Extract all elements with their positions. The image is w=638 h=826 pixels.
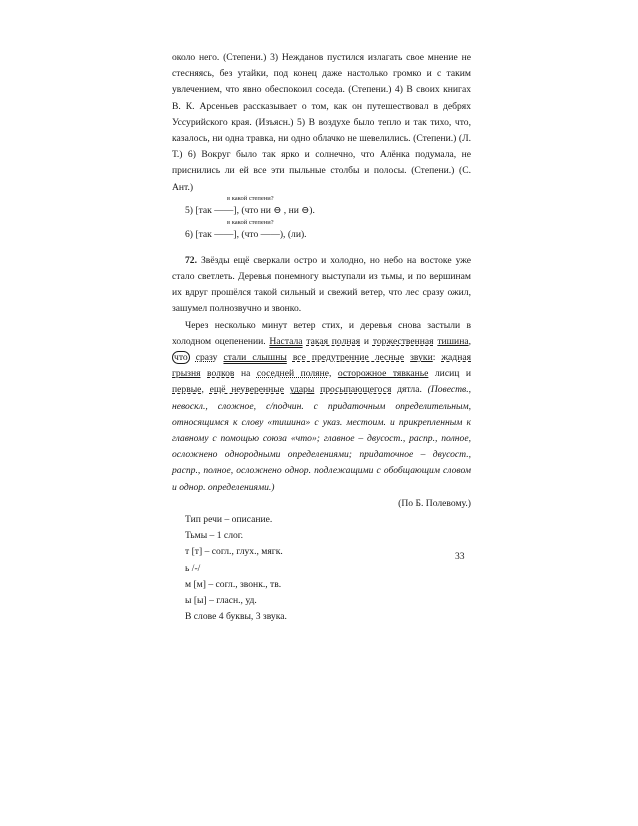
attribute-word: просыпающегося [320, 384, 392, 396]
exercise-72-text: Звёзды ещё сверкали остро и холодно, но небо на востоке уже стало светлеть. Деревья понемногу выступали из тьмы, и по вершинам их вдруг прошёлся такой сильный и свежий ветер, что лес сразу ожил, зашумел полнозвучно и звонко. [172, 254, 471, 315]
note-line: Тип речи – описание. [185, 514, 273, 526]
attribute-word: первые [172, 384, 202, 396]
subject-word: грызня [172, 368, 201, 380]
word-analysis-notes [172, 512, 471, 625]
text-segment: лисиц и [428, 368, 471, 380]
note-line: т [т] – согл., глух., мягк. [185, 546, 283, 558]
subject-word: звуки [410, 352, 433, 364]
subject-word: тишина [437, 335, 469, 347]
scheme-5-text: 5) [так ——], (что ни ⊖ , ни ⊖). [185, 204, 315, 216]
attribute-word: такая полная [306, 335, 361, 347]
scheme-5-note: в какой степени? [227, 194, 274, 202]
page-number: 33 [455, 551, 465, 562]
note-line: ь /-/ [185, 562, 201, 574]
sentence-analysis: (Повеств., невоскл., сложное, с/подчин. с придаточным определительным, относящимся к слову «тишина» с указ. местоим. и прикрепленным к главному с помощью союза «что»; главное – двусост., распр., полное, осложнено однородными определениями; придаточное – двусост., распр., полное, осложнено однор. подлежащими с обобщающим словом и однор. определениями.) [172, 384, 471, 493]
subject-word: удары [289, 384, 315, 396]
note-line: Тьмы – 1 слог. [185, 530, 244, 542]
predicate-word: стали слышны [223, 352, 287, 364]
note-line: ы [ы] – гласн., уд. [185, 595, 257, 607]
page-body [172, 50, 471, 626]
note-line: м [м] – согл., звонк., тв. [185, 578, 282, 590]
text-segment: , [328, 368, 338, 380]
text-segment: Через несколько минут ветер стих, и деревья снова застыли в холодном оцепенении. [172, 319, 471, 347]
exercise-number: 72. [185, 254, 197, 266]
text-segment: дятла. [391, 384, 428, 396]
attribute-word: все предутренние лесные [292, 352, 405, 364]
adverbial-word: сразу [195, 352, 218, 364]
text-segment: и [360, 335, 373, 347]
predicate-word: Настала [269, 335, 303, 347]
attribute-word: жадная [441, 352, 471, 364]
text-segment: на [234, 368, 257, 380]
scheme-6-text: 6) [так ——], (что ——), (ли). [185, 228, 307, 240]
scheme-5 [172, 194, 471, 220]
note-line: В слове 4 буквы, 3 звука. [185, 611, 287, 623]
attribute-word: ещё неуверенные [209, 384, 284, 396]
source-signature: (По Б. Полевому.) [398, 497, 471, 509]
scheme-6 [172, 218, 471, 244]
paragraph-examples: около него. (Степени.) 3) Нежданов пустился излагать свое мнение не стесняясь, без утайки, под конец даже настолько громко и с таким увлечением, что явно обеспокоил соседа. (Степени.) 4) В своих книгах В. К. Арсеньев рассказывает о том, как он путешествовал в дебрях Уссурийского края. (Изъясн.) 5) В воздухе было тепло и так тихо, что, казалось, ни одна травка, ни одно облачко не шевелились. (Степени.) (Л. Т.) 6) Вокруг было так ярко и солнечно, что Алёнка подумала, не приснились ли ей все эти пыльные столбы и полосы. (Степени.) (С. Ант.) [172, 52, 471, 193]
text-segment: , [201, 384, 210, 396]
conjunction-circled: что [174, 352, 188, 364]
text-segment: : [432, 352, 442, 364]
attribute-word: волков [207, 368, 235, 380]
parsed-sentence-paragraph [172, 318, 471, 496]
subject-word: осторожное тявканье [337, 368, 429, 380]
exercise-72-paragraph [172, 253, 471, 318]
attribute-word: торжественная [372, 335, 434, 347]
text-segment: , [468, 335, 471, 347]
adverbial-word: соседней поляне [256, 368, 329, 380]
scheme-6-note: в какой степени? [227, 218, 274, 226]
